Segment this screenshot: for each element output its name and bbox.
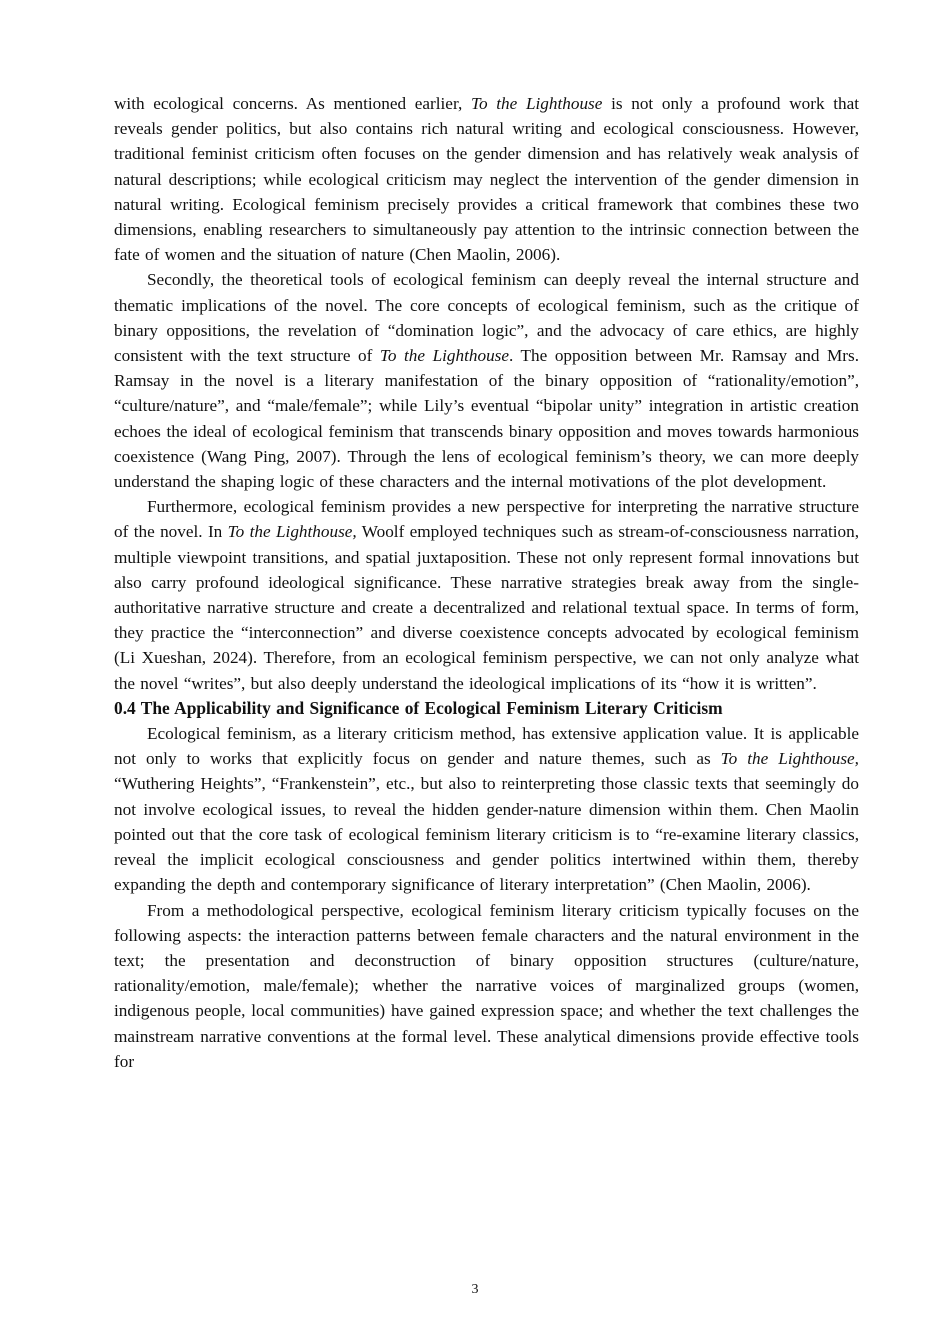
text-segment: Woolf employed techniques such as stream-of-consciousness narration, multiple viewpoint transitions, and spatial juxtaposition. These not only represent formal innovations but also carry profound ideological significance. These narrative strategies break away from the single-authoritative narrative structure and create a decentralized and relational textual space. In terms of form, they practice the “interconnection” and diverse coexistence concepts advocated by ecological feminism (Li Xueshan, 2024). Therefore, from an ecological feminism perspective, we can not only analyze what the novel “writes”, but also deeply understand the ideological implications of its “how it is written”. <box>114 522 859 693</box>
text-segment: “Wuthering Heights”, “Frankenstein”, etc., but also to reinterpreting those classic texts that seemingly do not involve ecological issues, to reveal the hidden gender-nature dimension within them. Chen Maolin pointed out that the core task of ecological feminism literary criticism is to “re-examine literary classics, reveal the implicit ecological consciousness and gender politics intertwined within them, thereby expanding the depth and contemporary significance of literary interpretation” (Chen Maolin, 2006). <box>114 774 859 895</box>
body-paragraph <box>114 267 859 494</box>
text-segment: From a methodological perspective, ecological feminism literary criticism typically focuses on the following aspects: the interaction patterns between female characters and the natural environment in the text; the presentation and deconstruction of binary opposition structures (culture/nature, rationality/emotion, male/female); whether the narrative voices of marginalized groups (women, indigenous people, local communities) have gained expression space; and whether the text challenges the mainstream narrative conventions at the formal level. These analytical dimensions provide effective tools for <box>114 900 859 1071</box>
text-segment: is not only a profound work that reveals gender politics, but also contains rich natural writing and ecological consciousness. However, traditional feminist criticism often focuses on the gender dimension and has relatively weak analysis of natural descriptions; while ecological criticism may neglect the intervention of the gender dimension in natural writing. Ecological feminism precisely provides a critical framework that combines these two dimensions, enabling researchers to simultaneously pay attention to the intrinsic connection between the fate of women and the situation of nature (Chen Maolin, 2006). <box>114 94 860 265</box>
section-heading <box>114 696 859 721</box>
text-segment: with ecological concerns. As mentioned earlier, <box>114 94 471 113</box>
italic-title: To the Lighthouse <box>379 346 509 366</box>
body-paragraph <box>114 898 859 1074</box>
italic-title: To the Lighthouse, <box>720 749 859 769</box>
text-segment: 0.4 The Applicability and Significance of Ecological Feminism Literary Criticism <box>114 697 723 718</box>
page-number: 3 <box>471 1282 479 1297</box>
body-paragraph <box>114 494 859 696</box>
text-segment: . The opposition between Mr. Ramsay and Mrs. Ramsay in the novel is a literary manifestation of the binary opposition of “rationality/emotion”, “culture/nature”, and “male/female”; while Lily’s eventual “bipolar unity” integration in artistic creation echoes the ideal of ecological feminism that transcends binary opposition and moves towards harmonious coexistence (Wang Ping, 2007). Through the lens of ecological feminism’s theory, we can more deeply understand the shaping logic of these characters and the internal motivations of the plot development. <box>114 346 859 492</box>
italic-title: To the Lighthouse <box>470 94 603 113</box>
document-page <box>114 91 859 1074</box>
body-paragraph <box>114 91 859 267</box>
text-segment: Secondly, the theoretical tools of ecological feminism can deeply reveal the internal structure and thematic implications of the novel. The core concepts of ecological feminism, such as the critique of binary oppositions, the revelation of “domination logic”, and the advocacy of care ethics, are highly consistent with the text structure of <box>114 270 859 366</box>
body-paragraph <box>114 721 859 897</box>
text-segment: Furthermore, ecological feminism provides a new perspective for interpreting the narrative structure of the novel. In <box>114 497 859 542</box>
italic-title: To the Lighthouse, <box>227 522 357 542</box>
text-segment: Ecological feminism, as a literary criticism method, has extensive application value. It is applicable not only to works that explicitly focus on gender and nature themes, such as <box>114 724 859 769</box>
